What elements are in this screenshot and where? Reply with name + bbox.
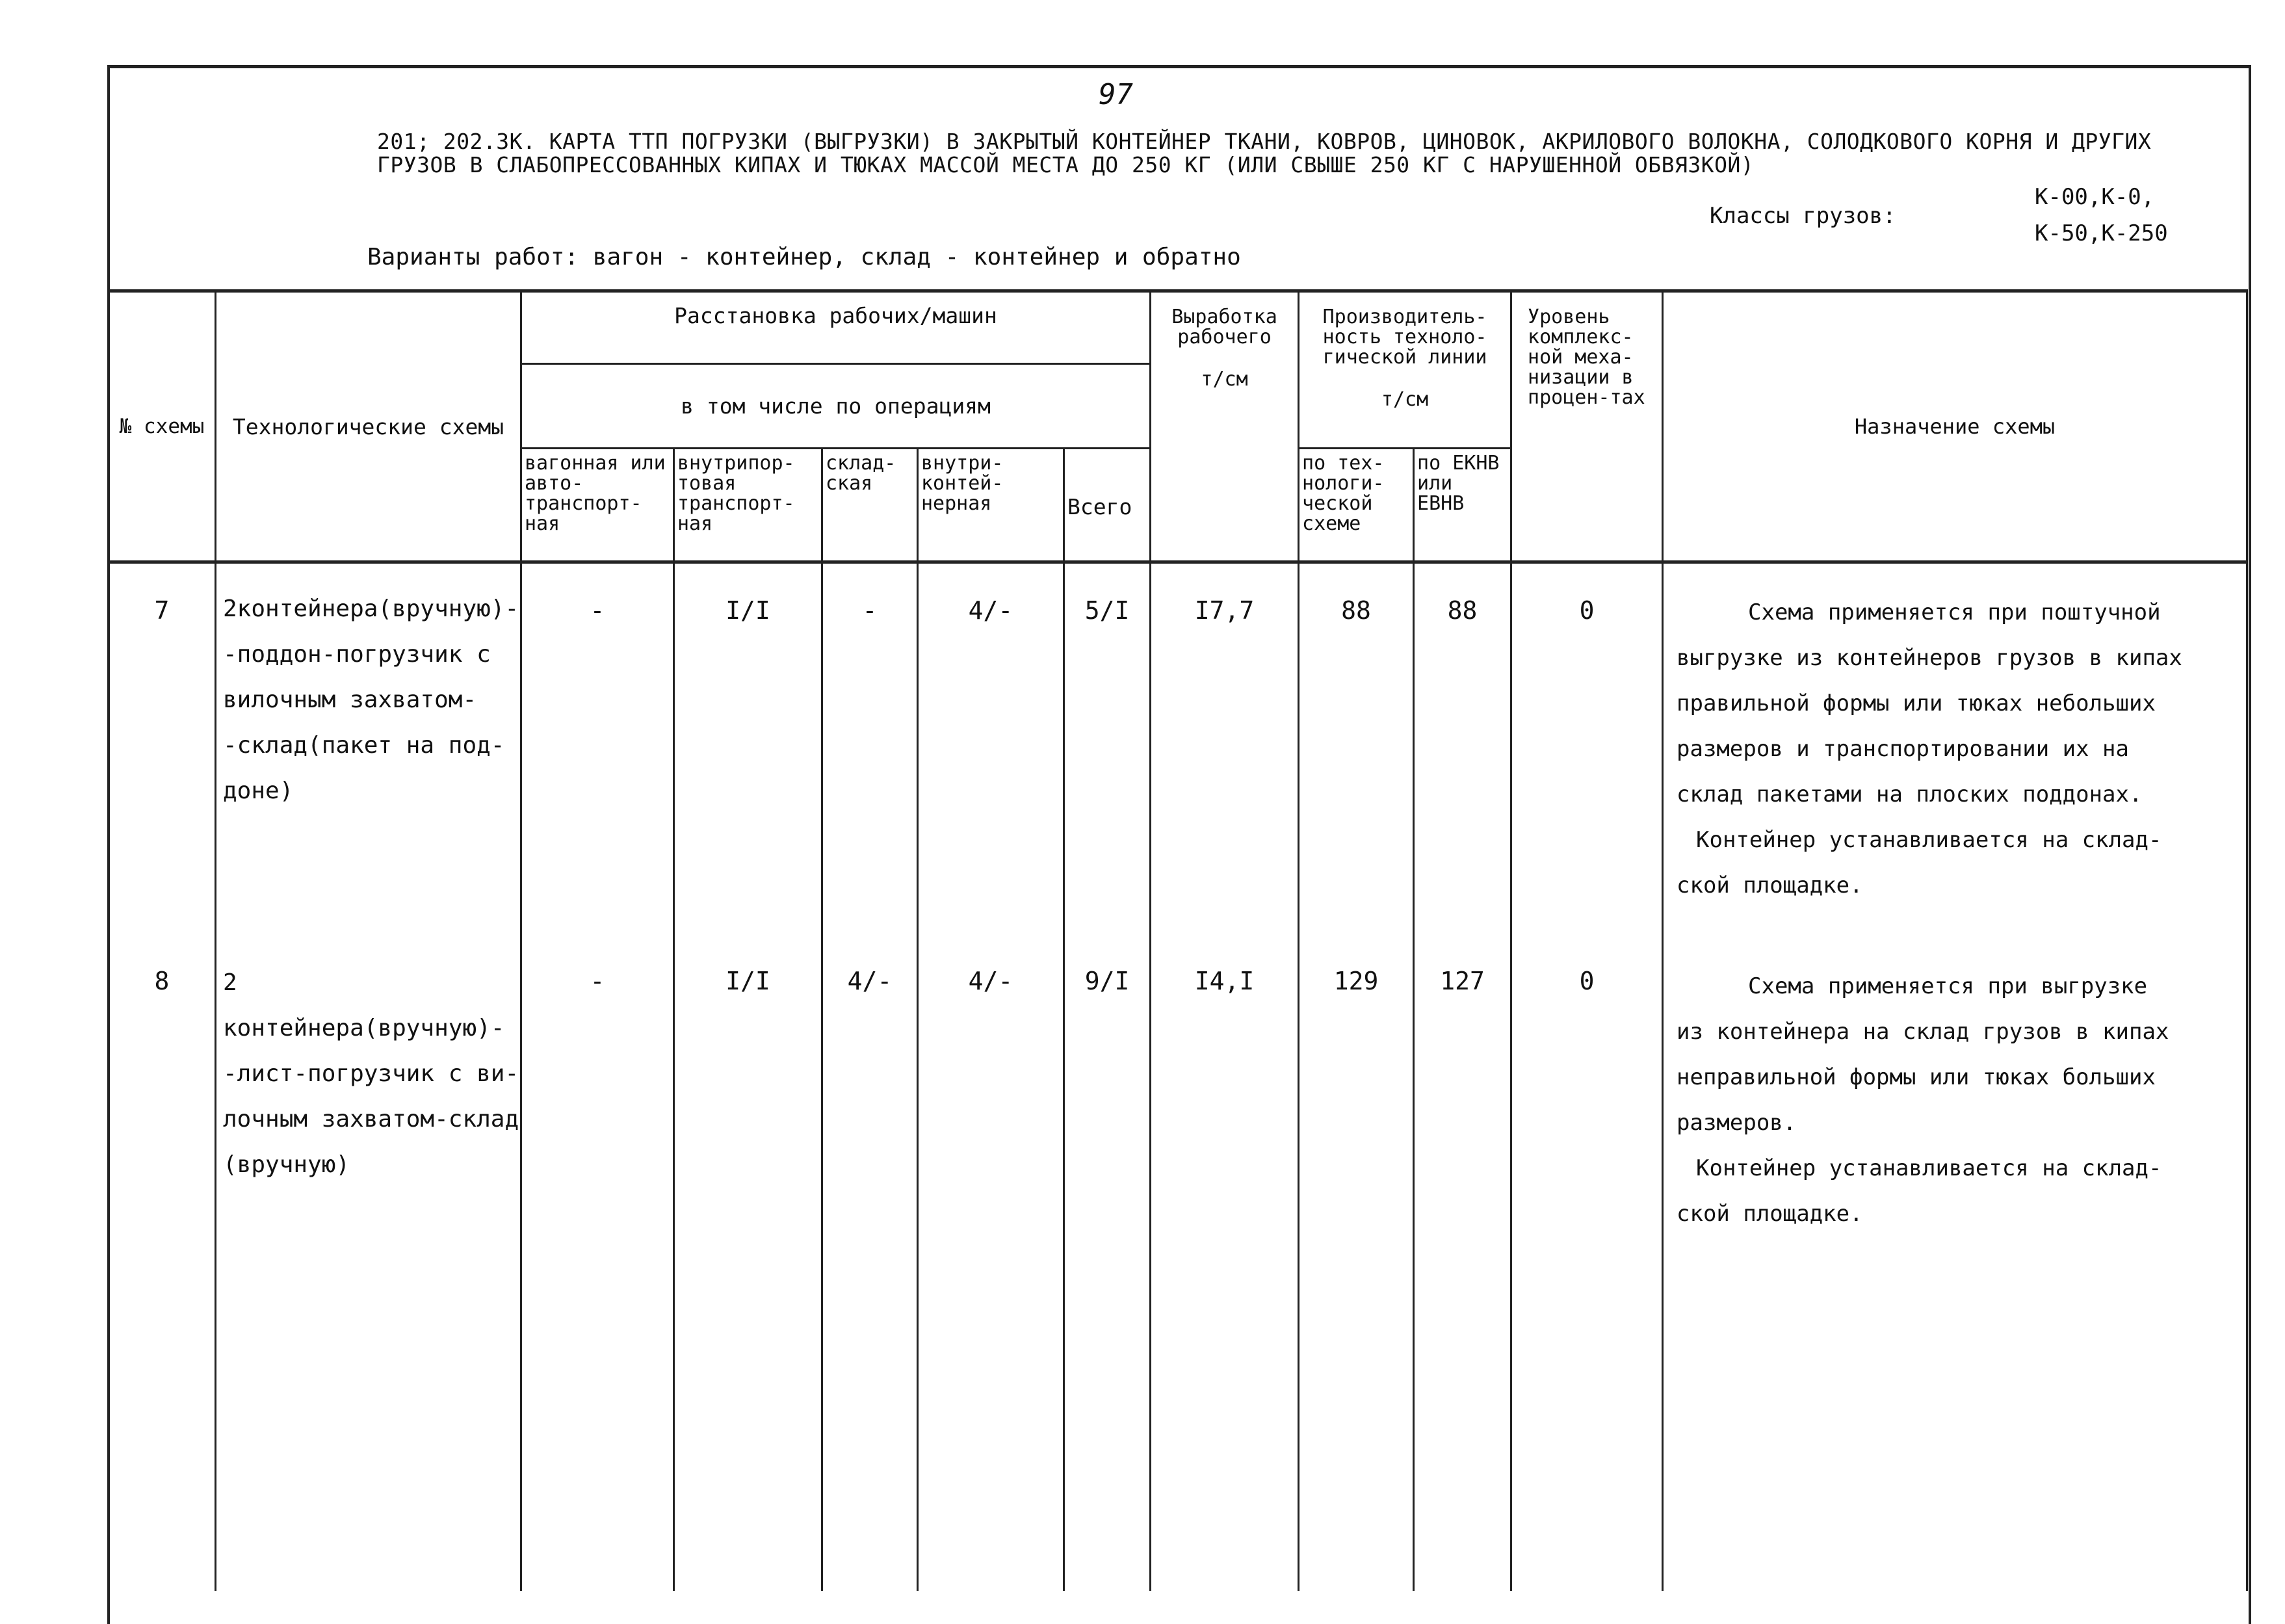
scheme-line: -поддон-погрузчик с: [223, 641, 491, 668]
cell-mechanization: 0: [1511, 960, 1663, 1591]
purpose-line: Схема применяется при поштучной: [1748, 599, 2161, 625]
scheme-line: 2 контейнера(вручную)-: [223, 969, 505, 1041]
header-output-label: Выработка рабочего: [1171, 306, 1277, 348]
cell-warehouse: -: [822, 562, 918, 961]
purpose-line: выгрузке из контейнеров грузов в кипах: [1677, 645, 2182, 671]
header-by-scheme: по тех-нологи-ческой схеме: [1299, 449, 1414, 562]
cell-intracontainer: 4/-: [918, 562, 1064, 961]
cell-output: I4,I: [1151, 960, 1299, 1591]
scheme-line: 2контейнера(вручную)-: [223, 596, 519, 622]
cell-by-scheme: 88: [1299, 562, 1414, 961]
cargo-classes-label: Классы грузов:: [1710, 203, 1896, 229]
cell-intraport: I/I: [674, 562, 822, 961]
document-title: 201; 202.3К. КАРТА ТТП ПОГРУЗКИ (ВЫГРУЗКИ) В ЗАКРЫТЫЙ КОНТЕЙНЕР ТКАНИ, КОВРОВ, ЦИНОВОК, АКРИЛОВОГО ВОЛОКНА, СОЛОДКОВОГО КОРНЯ И ДРУГИХ ГРУЗОВ В СЛАБОПРЕССОВАННЫХ КИПАХ И ТЮКАХ МАССОЙ МЕСТА ДО 250 КГ (ИЛИ СВЫШЕ 250 КГ С НАРУШЕННОЙ ОБВЯЗКОЙ): [377, 129, 2152, 177]
purpose-line: Схема применяется при выгрузке: [1748, 973, 2148, 999]
cell-purpose: [1663, 960, 2247, 1591]
cell-warehouse: 4/-: [822, 960, 918, 1591]
scheme-line: (вручную): [223, 1151, 350, 1178]
scheme-line: вилочным захватом-: [223, 687, 477, 713]
table-row: [109, 562, 2247, 961]
header-warehouse: склад-ская: [822, 449, 918, 562]
scheme-line: доне): [223, 778, 294, 804]
purpose-line: неправильной формы или тюках больших: [1677, 1064, 2156, 1090]
cell-scheme: [216, 960, 521, 1591]
schemes-table: [107, 289, 2248, 1591]
header-intracontainer: внутри-контей-нерная: [918, 449, 1064, 562]
purpose-line: из контейнера на склад грузов в кипах: [1677, 1019, 2169, 1045]
scheme-line: -лист-погрузчик с ви-: [223, 1060, 519, 1087]
header-total: Всего: [1064, 449, 1151, 562]
header-productivity-label: Производитель-ность техноло-гической линии: [1322, 306, 1487, 369]
cargo-classes-value-line-2: К-50,К-250: [2035, 220, 2168, 246]
header-by-operations: в том числе по операциям: [521, 364, 1151, 449]
header-scheme: Технологические схемы: [216, 291, 521, 562]
header-wagon: вагонная или авто-транспорт-ная: [521, 449, 674, 562]
cell-mechanization: 0: [1511, 562, 1663, 961]
cell-by-scheme: 129: [1299, 960, 1414, 1591]
cell-wagon: -: [521, 562, 674, 961]
purpose-line: ской площадке.: [1677, 872, 1863, 898]
header-purpose: Назначение схемы: [1663, 291, 2247, 562]
cell-scheme: [216, 562, 521, 961]
cell-total: 9/I: [1064, 960, 1151, 1591]
scheme-line: лочным захватом-склад: [223, 1106, 519, 1133]
cell-intracontainer: 4/-: [918, 960, 1064, 1591]
cell-num: 7: [109, 562, 216, 961]
header-by-norm: по ЕКНВ или ЕВНВ: [1414, 449, 1511, 562]
purpose-line: Контейнер устанавливается на склад-: [1696, 1155, 2162, 1181]
header-output: [1151, 291, 1299, 562]
scheme-line: -склад(пакет на под-: [223, 732, 505, 759]
cargo-classes-value: [2035, 179, 2204, 252]
cell-num: 8: [109, 960, 216, 1591]
purpose-line: размеров.: [1677, 1110, 1797, 1136]
purpose-line: размеров и транспортировании их на: [1677, 736, 2129, 762]
header-productivity-unit: т/см: [1381, 388, 1429, 411]
header-mechanization: Уровень комплекс-ной меха-низации в процен-тах: [1511, 291, 1663, 562]
cell-by-norm: 127: [1414, 960, 1511, 1591]
cargo-classes-value-line-1: К-00,К-0,: [2035, 184, 2155, 210]
cell-intraport: I/I: [674, 960, 822, 1591]
purpose-line: ской площадке.: [1677, 1201, 1863, 1227]
purpose-line: Контейнер устанавливается на склад-: [1696, 827, 2162, 853]
page-number: 97: [1099, 78, 1133, 111]
table-row: [109, 960, 2247, 1591]
cell-wagon: -: [521, 960, 674, 1591]
header-num: № схемы: [109, 291, 216, 562]
work-variants: Варианты работ: вагон - контейнер, склад - контейнер и обратно: [367, 244, 1241, 270]
header-intraport: внутрипор-товая транспорт-ная: [674, 449, 822, 562]
purpose-line: правильной формы или тюках небольших: [1677, 690, 2156, 716]
cell-by-norm: 88: [1414, 562, 1511, 961]
purpose-line: склад пакетами на плоских поддонах.: [1677, 781, 2143, 807]
cell-purpose: [1663, 562, 2247, 961]
header-output-unit: т/см: [1201, 368, 1248, 391]
cell-total: 5/I: [1064, 562, 1151, 961]
header-productivity: [1299, 291, 1511, 449]
header-placement: Расстановка рабочих/машин: [521, 291, 1151, 364]
cell-output: I7,7: [1151, 562, 1299, 961]
